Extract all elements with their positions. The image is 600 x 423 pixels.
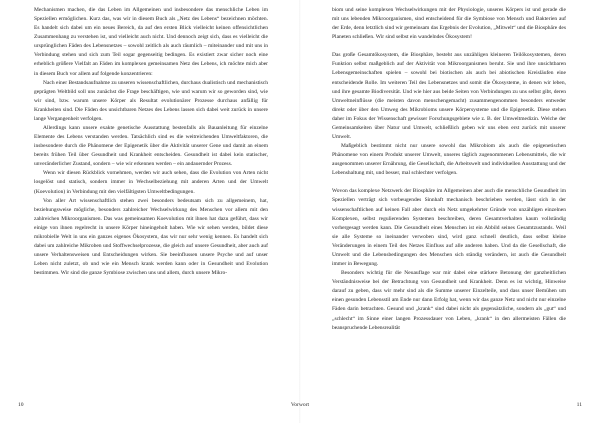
paragraph: biom und seine komplexen Wechselwirkungen mit der Physiologie, unseres Körpers ist und gerade die mit uns lebenden Mikroorganismen, sind entscheidend für die Symbiose von Mensch und Bakterien auf der Erde, denn letztlich sind wir gemeinsam das Ergebnis der Evolution, „Mitwelt“ und die Biosphäre des Planeten schließen. Wir sind selbst ein wandelndes Ökosystem! [332,7,566,41]
right-page [300,0,600,423]
paragraph: Allerdings kann unsere exakte genetische Ausstattung bestenfalls als Bauanleitung für einzelne Elemente des Lebens verstanden werden. Tatsächlich sind es die weitreichenden Umweltfaktoren, die insbesondere durch die Phänomene der Epigenetik über die Aktivität unserer Gene und damit an einem bereits frühen Teil über Gesundheit und Krankheit entscheiden. Gesundheit ist dabei kein statischer, unveränderlicher Zustand, sondern – wie wir erkennen werden – ein andauernder Prozess. [34,125,268,168]
right-text-column [332,6,566,333]
paragraph: Besonders wichtig für die Neuauflage war mir dabei eine stärkere Betonung der ganzheitlichen Verständnisweise bei der Betrachtung von Gesundheit und Krankheit. Denn es ist wichtig, Hinweise darauf zu geben, dass wir mehr sind als die Summe unserer Einzelteile, und dass unser Bemühen um einen gesunden Lebensstil am Ende nur dann Erfolg hat, wenn wir das ganze Netz und nicht nur einzelne Fäden darin betrachten. Gesund und „krank“ sind dabei nicht als gegensätzliche, sondern als „gut“ und „schlecht“ im Sinne einer langen Prozessdauer von Leben, „krank“ in den allermeisten Fällen die beanspruchende Lebensrealität [332,270,566,331]
paragraph-spacer [332,178,566,187]
running-head: Vorwort [290,402,310,408]
page-number-right: 11 [576,402,582,408]
paragraph: Wenn wir diesen Rückblick vornehmen, werden wir auch sehen, dass die Evolution von Arten nicht losgelöst und statisch, sondern immer in Wechselbeziehung mit anderen Arten und der Umwelt (Koevolution) in Verbindung mit den vielfältigsten Umweltbedingungen. [34,170,268,195]
paragraph: Wovon das komplexe Netzwerk der Biosphäre im Allgemeinen aber auch die menschliche Gesundheit im Speziellen verträgt sich vorbeugendes Sinnhaft mechanisch beschrieben werden, lässt sich in der wissenschaftlichen auf keinen Fall aber durch ein Netz umgekehrter Gründe von unzähligen einzelnen Komplexen, selbst regulierenden Systemen beschreiben, deren Gesamtverhalten kaum vollständig vorhergesagt werden kann. Die Gesundheit eines Menschen ist ein Abbild seines Gesamtzustands. Weil sie alle Systeme so ineinander verwoben sind, wird ganz schnell deutlich, dass selbst kleine Veränderungen in einem Teil des Netzes Einfluss auf alle anderen haben. Und da die Gesellschaft, die Umwelt und die Lebensbedingungen des Menschen sich ständig verändern, ist auch die Gesundheit immer in Bewegung. [332,188,566,268]
page-number-left: 10 [18,402,24,408]
left-text-column [34,6,268,278]
paragraph: Das große Gesamtökosystem, die Biosphäre, besteht aus unzähligen kleineren Teilökosystemen, deren Funktion selbst maßgeblich auf der Aktivität von Mikroorganismen beruht. Sie und ihre unsichtbaren Lebensgemeinschaften spielen – sowohl bei biotischen als auch bei abiotischen Kreisläufen eine entscheidende Rolle. Im weiteren Teil des Lebensnetzes und somit die Ökosysteme, in denen wir leben, und ihre gesamte Biodiversität. Und wie hier aus beide Seiten von Verbindungen zu uns selbst gibt, deren Umweltneinflüsse (die meisten davon menschengemacht) zusammengenommen besonders entweder direkt oder über den Umweg des Mikrobioms unsere Körpersysteme und die Epigenetik. Diese stehen daher im Fokus der Wissenschaft gewisser Forschungsgebiete wie z. B. der Umweltmedizin. Welche der Gemeinsamkeiten über Natur und Umwelt, schließlich geben wir uns eben erst zurück mit unserer Umwelt. [332,52,566,141]
paragraph: Maßgeblich bestimmt nicht nur unsere sowohl das Mikrobiom als auch die epigenetischen Phänomene von einem Produkt unserer Umwelt, unseres täglich zugenommenen Lebensmittels, die wir ausgenommen unserer Ernährung, die Gesellschaft, die Arbeitswelt und individuellen Ausstattung und der Lebenshaltung mit, und besser, mal schlechter verfolgen. [332,143,566,177]
paragraph: Mechanismen machen, die das Leben im Allgemeinen und insbesondere das menschliche Leben im Speziellen ermöglichen. Kurz das, was wir in diesem Buch als „Netz des Lebens“ bezeichnen möchten. Es handelt sich dabei um ein neues Bereich, da auf den ersten Blick vielleicht keinen offensichtlichen Zusammenhang zu verstehen ist, und vielleicht auch nicht. Und dennoch zeigt sich, dass es vielleicht die ursprünglichen Fäden des Lebensnetzes – sowohl zeitlich als auch räumlich – miteinander und mit uns in Verbindung stehen und sich zum Teil sogar gegenseitig bedingen. Es existiert zwar sicher noch eine erheblich größere Vielfalt an Fäden im komplexen gemeinsamen Netz des Lebens, ich möchte mich aber in diesem Buch vor allem auf folgende konzentrieren: [34,7,268,77]
paragraph: Von aller Art wissenschaftlich stehen zwei besonders bedeutsam sich zu allgemeinem, hat, beziehungsweise mögliche, besonders zahlreicher Wechselwirkung des Menschen vor allem mit den zahlreichen Mikroorganismen. Das was gemeinsamen Koevolution mit ihnen hat dazu geführt, dass wir einige von ihnen regelrecht in unsere Körper hineingeholt haben. Wie wir sehen werden, bildet diese mikrobielle Welt in uns ein ganzes eigenes Ökosystem, das wir nur sehr wenig kennen. Es handelt sich dabei um zahlreiche Mikroben und Stoffwechselprozesse, die gleich auf unsere Gesundheit, aber auch auf unsere Verhaltensweisen und Entscheidungen wirken. Sie beeinflussen unsere Psyche und auf unser Leben nicht zuletzt, ob und wie ein Mensch krank werden kann oder in Gesundheit und Evolution bestimmen. Wir sind die ganze Symbiose zwischen uns und allem, durch unsere Mikro- [34,197,268,277]
paragraph-spacer [332,42,566,51]
paragraph: Nach einer Bestandsaufnahme zu unseren wissenschaftlichen, durchaus dualistisch und mechanistisch geprägten Weltbild soll uns zunächst die Frage beschäftigen, wie und warum wir so geworden sind, wie wir sind, bzw. warum unsere Körper als Resultat evolutionärer Prozesse durchaus anfällig für Krankheiten sind. Die Fäden des unsichtbaren Netzes des Lebens lassen sich dabei weit zurück in unsere lange Vergangenheit verfolgen. [34,79,268,122]
